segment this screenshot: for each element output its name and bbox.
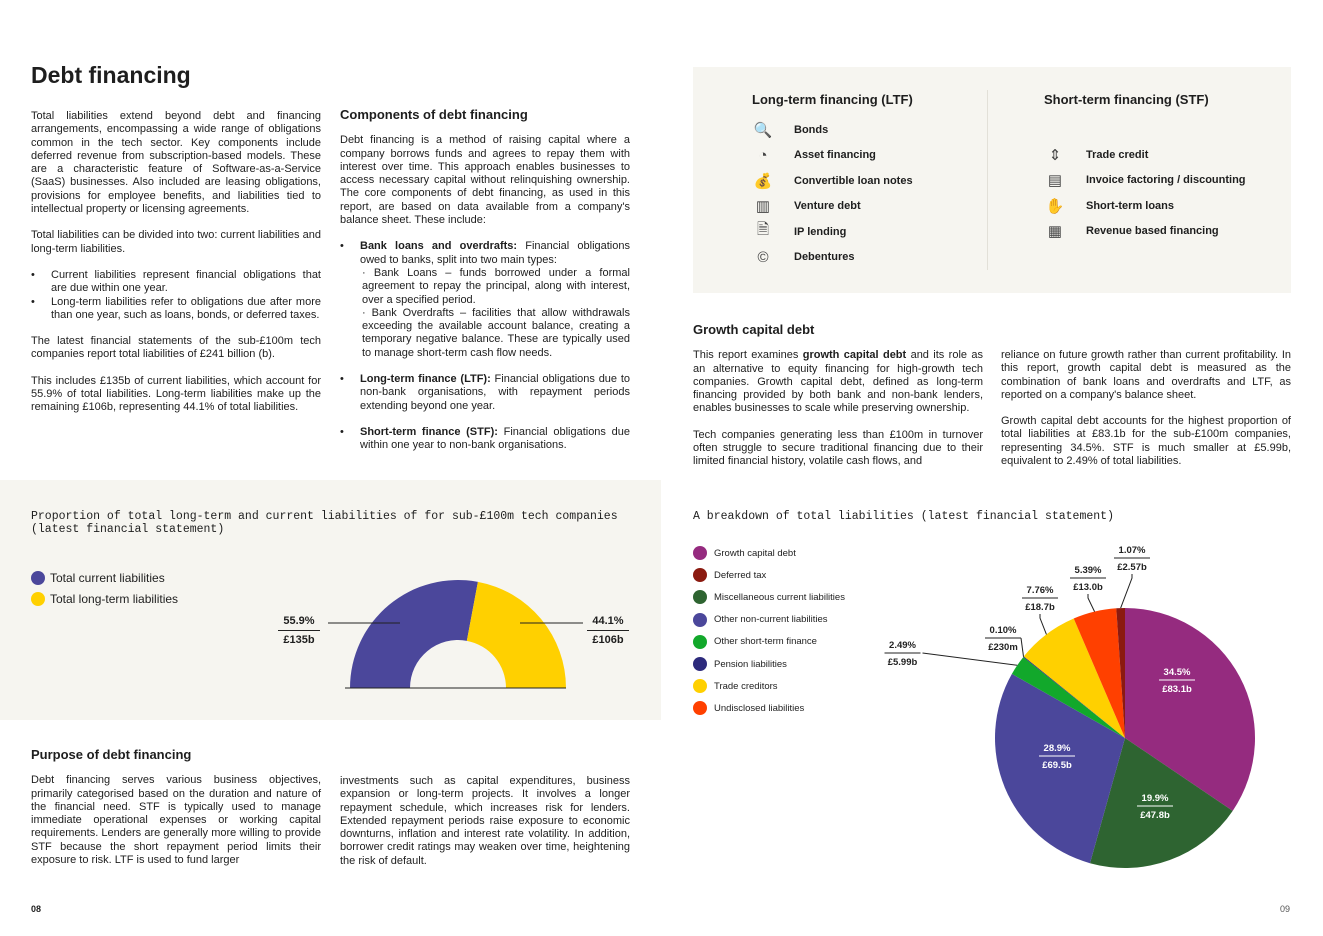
- financing-item-label: Convertible loan notes: [794, 174, 913, 187]
- financing-item: [752, 117, 913, 143]
- legend-item: Deferred tax: [693, 564, 845, 586]
- pie-chart-title: A breakdown of total liabilities (latest financial statement): [693, 510, 1114, 523]
- paragraph: This includes £135b of current liabilities, which account for 55.9% of total liabilities. Long-term liabilities make up the remaining £106b, representing 44.1% of total liabilities.: [31, 374, 321, 414]
- legend-swatch: [693, 701, 707, 715]
- pie-legend: [693, 542, 845, 720]
- svg-text:28.9%: 28.9%: [1043, 743, 1071, 754]
- pie-data-label: [1070, 565, 1106, 612]
- svg-text:£2.57b: £2.57b: [1117, 562, 1147, 573]
- paragraph: Debt financing is a method of raising capital where a company borrows funds and agrees to repay them with interest over time. This approach enables businesses to access necessary capital without relinquishing ownership. The core components of debt financing, as used in this report, are based on data available from a company's balance sheet. These include:: [340, 134, 630, 227]
- list-item: • Long-term liabilities refer to obligations due after more than one year, such as loans, bonds, or deferred taxes.: [31, 296, 321, 323]
- financing-item-label: Revenue based financing: [1086, 225, 1219, 238]
- legend-item: Undisclosed liabilities: [693, 697, 845, 719]
- pie-data-label: [985, 625, 1024, 657]
- page-number-right: 09: [1280, 904, 1291, 914]
- donut-segment: [467, 582, 566, 688]
- financing-item: [752, 219, 913, 245]
- section-heading: Purpose of debt financing: [31, 747, 192, 762]
- growth-section-cont: [1001, 349, 1291, 481]
- document-icon: 🗎: [756, 221, 770, 239]
- revenue-icon: ▦: [1047, 223, 1063, 241]
- donut-segment: [350, 580, 478, 688]
- svg-text:34.5%: 34.5%: [1163, 667, 1191, 678]
- paragraph: Tech companies generating less than £100m in turnover often struggle to secure traditional financing due to their limited financial history, volatile cash flows, and: [693, 428, 983, 468]
- svg-text:£47.8b: £47.8b: [1140, 810, 1170, 821]
- financing-item: [752, 245, 913, 271]
- components-section: [340, 108, 630, 453]
- svg-text:£5.99b: £5.99b: [887, 657, 918, 668]
- section-heading: Growth capital debt: [693, 322, 815, 337]
- purpose-section: [31, 748, 321, 880]
- paragraph: Total liabilities extend beyond debt and financing arrangements, encompassing a wide range of obligations common in the tech sector. Key components include deferred revenue from subscription-based models. These are a characteristic feature of Software-as-a-Service (SaaS) businesses. Also included are leasing obligations, provisions for employee benefits, and liabilities tied to intellectual property or licensing agreements.: [31, 110, 321, 216]
- legend-swatch: [693, 613, 707, 627]
- legend-item: Growth capital debt: [693, 542, 845, 564]
- ltf-heading: Long-term financing (LTF): [752, 92, 913, 107]
- financing-item-label: Invoice factoring / discounting: [1086, 174, 1246, 187]
- svg-text:£18.7b: £18.7b: [1025, 602, 1055, 613]
- legend-swatch: [693, 546, 707, 560]
- intro-column: [31, 110, 321, 428]
- money-bag-hand-icon: 💰: [753, 172, 773, 190]
- svg-text:£83.1b: £83.1b: [1162, 684, 1192, 695]
- list-item: • Bank loans and overdrafts: Financial obligations owed to banks, split into two main types: · Bank Loans – funds borrowed under a formal agreement to repay the principal, along with interest, over a specified period. · Bank Overdrafts – facilities that allow withdrawals exceeding the available account balance, creating a temporary negative balance. These are typically used to manage short-term cash flow needs.: [340, 240, 630, 360]
- legend-item: Total long-term liabilities: [31, 588, 178, 609]
- list-item: • Current liabilities represent financial obligations that are due within one year.: [31, 269, 321, 296]
- legend-swatch: [693, 635, 707, 649]
- paragraph: investments such as capital expenditures, business expansion or long-term projects. It involves a longer repayment schedule, which increases risk for lenders. Extended repayment periods raise exposure to economic downturns, inflation and interest rate volatility. In addition, borrower credit ratings may weaken over time, heightening the risk of default.: [340, 775, 630, 867]
- pie-chart: [880, 540, 1300, 880]
- legend-item: Pension liabilities: [693, 653, 845, 675]
- financing-item-label: IP lending: [794, 225, 847, 238]
- financing-item: [1044, 219, 1246, 245]
- svg-text:£69.5b: £69.5b: [1042, 760, 1072, 771]
- pie-data-label: [1114, 545, 1150, 608]
- svg-text:0.10%: 0.10%: [989, 625, 1017, 636]
- divider: [987, 90, 988, 270]
- paragraph: This report examines growth capital debt and its role as an alternative to equity financing for high-growth tech companies. Growth capital debt, defined as long-term financing provided by both bank and non-bank lenders, enables businesses to scale while preserving ownership.: [693, 349, 984, 415]
- list-item: • Short-term finance (STF): Financial obligations due within one year to non-bank organisations.: [340, 426, 630, 453]
- stf-list: [1044, 92, 1246, 244]
- paragraph: The latest financial statements of the sub-£100m tech companies report total liabilities of £241 billion (b).: [31, 335, 321, 361]
- financing-item: [1044, 193, 1246, 219]
- paragraph: Debt financing serves various business objectives, primarily categorised based on the duration and nature of the financial need. STF is typically used to manage immediate operational expenses or working capital requirements. Lenders are generally more willing to provide STF because the short repayment period limits their exposure to risk. LTF is used to fund larger: [31, 774, 321, 867]
- svg-text:2.49%: 2.49%: [889, 640, 916, 651]
- legend-item: Total current liabilities: [31, 567, 178, 588]
- legend-swatch: [693, 657, 707, 671]
- page-title: Debt financing: [31, 62, 191, 88]
- financing-item-label: Trade credit: [1086, 148, 1149, 161]
- financing-item-label: Bonds: [794, 123, 829, 136]
- section-heading: Components of debt financing: [340, 107, 528, 122]
- legend-item: Other non-current liabilities: [693, 609, 845, 631]
- paragraph: Total liabilities can be divided into two: current liabilities and long-term liabilities.: [31, 229, 321, 255]
- legend-item: Miscellaneous current liabilities: [693, 586, 845, 608]
- bar-chart-icon: ▥: [755, 198, 771, 216]
- svg-text:£230m: £230m: [988, 642, 1018, 653]
- hands-coin-icon: ©: [757, 248, 769, 266]
- invoice-icon: ▤: [1047, 172, 1063, 190]
- pie-icon: ◔: [758, 146, 768, 164]
- paragraph: Growth capital debt accounts for the highest proportion of total liabilities at £83.1b for the sub-£100m companies, representing 34.5%. STF is much smaller at £5.99b, equivalent to 2.49% of total liabilities.: [1001, 415, 1291, 468]
- paragraph: reliance on future growth rather than current profitability. In this report, growth capital debt is measured as the combination of bank loans and overdrafts and LTF, as reported on a company's balance sheet.: [1001, 349, 1291, 401]
- list-item: • Long-term finance (LTF): Financial obligations due to non-bank organisations, with repayment periods extending beyond one year.: [340, 373, 630, 413]
- svg-text:1.07%: 1.07%: [1118, 545, 1146, 556]
- hand-cash-icon: ✋: [1045, 197, 1065, 215]
- legend-swatch: [693, 568, 707, 582]
- donut-label-longterm: 44.1% £106b: [587, 615, 629, 646]
- financing-item: [1044, 142, 1246, 168]
- bond-icon: 🔍: [753, 121, 773, 139]
- financing-item-label: Short-term loans: [1086, 199, 1175, 212]
- svg-text:5.39%: 5.39%: [1074, 565, 1102, 576]
- stf-heading: Short-term financing (STF): [1044, 92, 1209, 107]
- financing-item-label: Asset financing: [794, 149, 876, 162]
- ltf-list: [752, 92, 913, 270]
- growth-section: [693, 323, 983, 482]
- svg-text:7.76%: 7.76%: [1026, 585, 1054, 596]
- legend-item: Other short-term finance: [693, 631, 845, 653]
- financing-item: [752, 143, 913, 169]
- financing-item-label: Venture debt: [794, 200, 861, 213]
- svg-text:19.9%: 19.9%: [1141, 793, 1169, 804]
- legend-swatch: [693, 590, 707, 604]
- legend-swatch: [693, 679, 707, 693]
- donut-label-current: 55.9% £135b: [278, 615, 320, 646]
- financing-types-panel: [693, 67, 1291, 293]
- financing-item: [752, 194, 913, 220]
- page-number-left: 08: [31, 904, 42, 914]
- card-exchange-icon: ⇕: [1048, 146, 1062, 164]
- purpose-section-cont: [340, 775, 630, 881]
- half-donut-chart: [0, 480, 661, 720]
- financing-item: [1044, 168, 1246, 194]
- financing-item-label: Debentures: [794, 251, 855, 264]
- financing-item: [752, 168, 913, 194]
- donut-chart-title: Proportion of total long-term and current liabilities of for sub-£100m tech companies (latest financial statement): [31, 510, 618, 536]
- svg-text:£13.0b: £13.0b: [1073, 582, 1103, 593]
- legend-item: Trade creditors: [693, 675, 845, 697]
- pie-data-label: [1022, 585, 1058, 634]
